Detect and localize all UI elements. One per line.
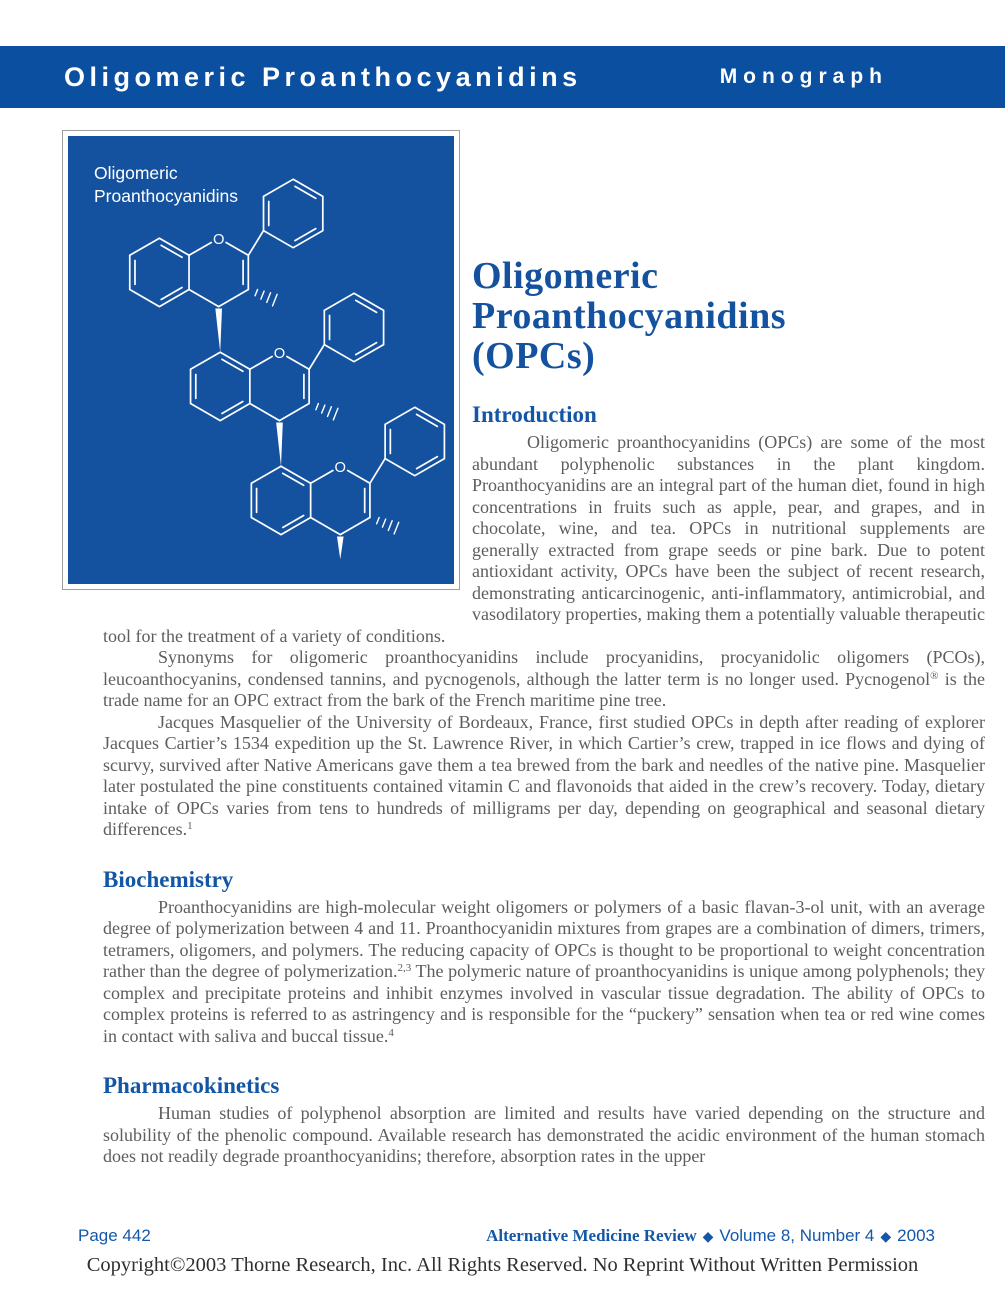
journal-name: Alternative Medicine Review xyxy=(486,1226,697,1245)
intro-paragraph-2-text-cont: is the trade name for an OPC extract from the bark of the French maritime pine tree. xyxy=(103,668,985,710)
reference-superscript-4: 4 xyxy=(388,1026,394,1039)
reference-superscript-2-3: 2,3 xyxy=(397,962,412,974)
pharmacokinetics-paragraph: Human studies of polyphenol absorption are limited and results have varied depending on the structure and solubility of the phenolic compound. Available research has demonstrated the acidic environment of the human stomach does not readily degrade proanthocyanidins; therefore, absorption rates in the upper xyxy=(103,1103,985,1166)
header-title: Oligomeric Proanthocyanidins xyxy=(64,61,582,92)
wedge-bond-3 xyxy=(337,537,344,560)
biochemistry-paragraph xyxy=(103,897,985,1048)
figure-label-line2: Proanthocyanidins xyxy=(94,186,238,207)
copyright-notice: Copyright©2003 Thorne Research, Inc. All Rights Reserved. No Reprint Without Written Permission xyxy=(86,1254,919,1276)
section-heading-biochemistry: Biochemistry xyxy=(103,866,234,892)
article-title-line3: (OPCs) xyxy=(472,335,596,377)
intro-paragraph-3 xyxy=(103,712,985,841)
section-heading-introduction: Introduction xyxy=(472,402,597,427)
intro-paragraph-3-text: Jacques Masquelier of the University of Bordeaux, France, first studied OPCs in depth after reading of explorer Jacques Cartier’s 1534 expedition up the St. Lawrence River, in which Cartier’s crew, trapped in ice flows and dying of scurvy, survived after Native Americans gave them a tea brewed from the bark and needles of the native pine. Masquelier later postulated the pine constituents contained vitamin C and flavonoids that aided in the crew’s recovery. Today, dietary intake of OPCs varies from tens to hundreds of milligrams per day, depending on geographical and seasonal dietary differences. xyxy=(103,711,985,839)
biochemistry-text-2: The polymeric nature of proanthocyanidins is unique among polyphenols; they complex and precipitate proteins and inhibit enzymes involved in vascular tissue degradation. The ability of OPCs to complex proteins is referred to as astringency and is responsible for the “puckery” sensation when tea or red wine comes in contact with saliva and buccal tissue. xyxy=(103,961,985,1046)
wedge-bond-2 xyxy=(276,423,283,467)
article-title-line1: Oligomeric xyxy=(472,255,659,297)
diamond-separator-icon: ◆ xyxy=(880,1228,892,1244)
journal-issue: Volume 8, Number 4 xyxy=(719,1226,875,1245)
registered-trademark-symbol: ® xyxy=(930,669,939,682)
figure-label xyxy=(94,162,238,208)
diamond-separator-icon: ◆ xyxy=(702,1228,714,1244)
wedge-bond-1 xyxy=(215,309,222,353)
figure-label-line1: Oligomeric xyxy=(94,163,178,183)
intro-paragraph-2-text: Synonyms for oligomeric proanthocyanidins include procyanidins, procyanidolic oligomers (PCOs), leucoanthocyanins, condensed tannins, and pycnogenols, although the latter term is no longer used. Pycnogenol xyxy=(103,647,985,689)
figure-blue-panel xyxy=(68,136,454,584)
header-monograph-tag: Monograph xyxy=(719,65,888,88)
page-header-bar xyxy=(0,46,1005,108)
reference-superscript-1: 1 xyxy=(187,820,193,832)
figure-box xyxy=(62,130,460,590)
page-footer xyxy=(78,1226,935,1246)
page-number: Page 442 xyxy=(78,1226,151,1245)
article-title-line2: Proanthocyanidins xyxy=(472,295,786,337)
journal-citation xyxy=(486,1226,935,1246)
journal-year: 2003 xyxy=(897,1226,935,1245)
intro-paragraph-2 xyxy=(103,647,985,712)
intro-paragraph-1: Oligomeric proanthocyanidins (OPCs) are some of the most abundant polyphenolic substances in the plant kingdom. Proanthocyanidins are an integral part of the human diet, found in high concentrations in fruits such as apple, pear, and grapes, and in chocolate, wine, and tea. OPCs in nutritional supplements are generally extracted from grape seeds or pine bark. Due to potent antioxidant activity, OPCs have been the subject of recent research, demonstrating anticarcinogenic, anti-inflammatory, antimicrobial, and vasodilatory properties, making them a potentially valuable therapeutic tool for the treatment of a variety of conditions. xyxy=(103,432,985,646)
section-heading-pharmacokinetics: Pharmacokinetics xyxy=(103,1073,280,1098)
article-body xyxy=(94,108,985,1168)
biochemistry-text-1: Proanthocyanidins are high-molecular weight oligomers or polymers of a basic flavan-3-ol unit, with an average degree of polymerization between 4 and 11. Proanthocyanidin mixtures from grapes are a combination of dimers, trimers, tetramers, oligomers, and polymers. The reducing capacity of OPCs is thought to be proportional to weight concentration rather than the degree of polymerization. xyxy=(103,896,985,981)
